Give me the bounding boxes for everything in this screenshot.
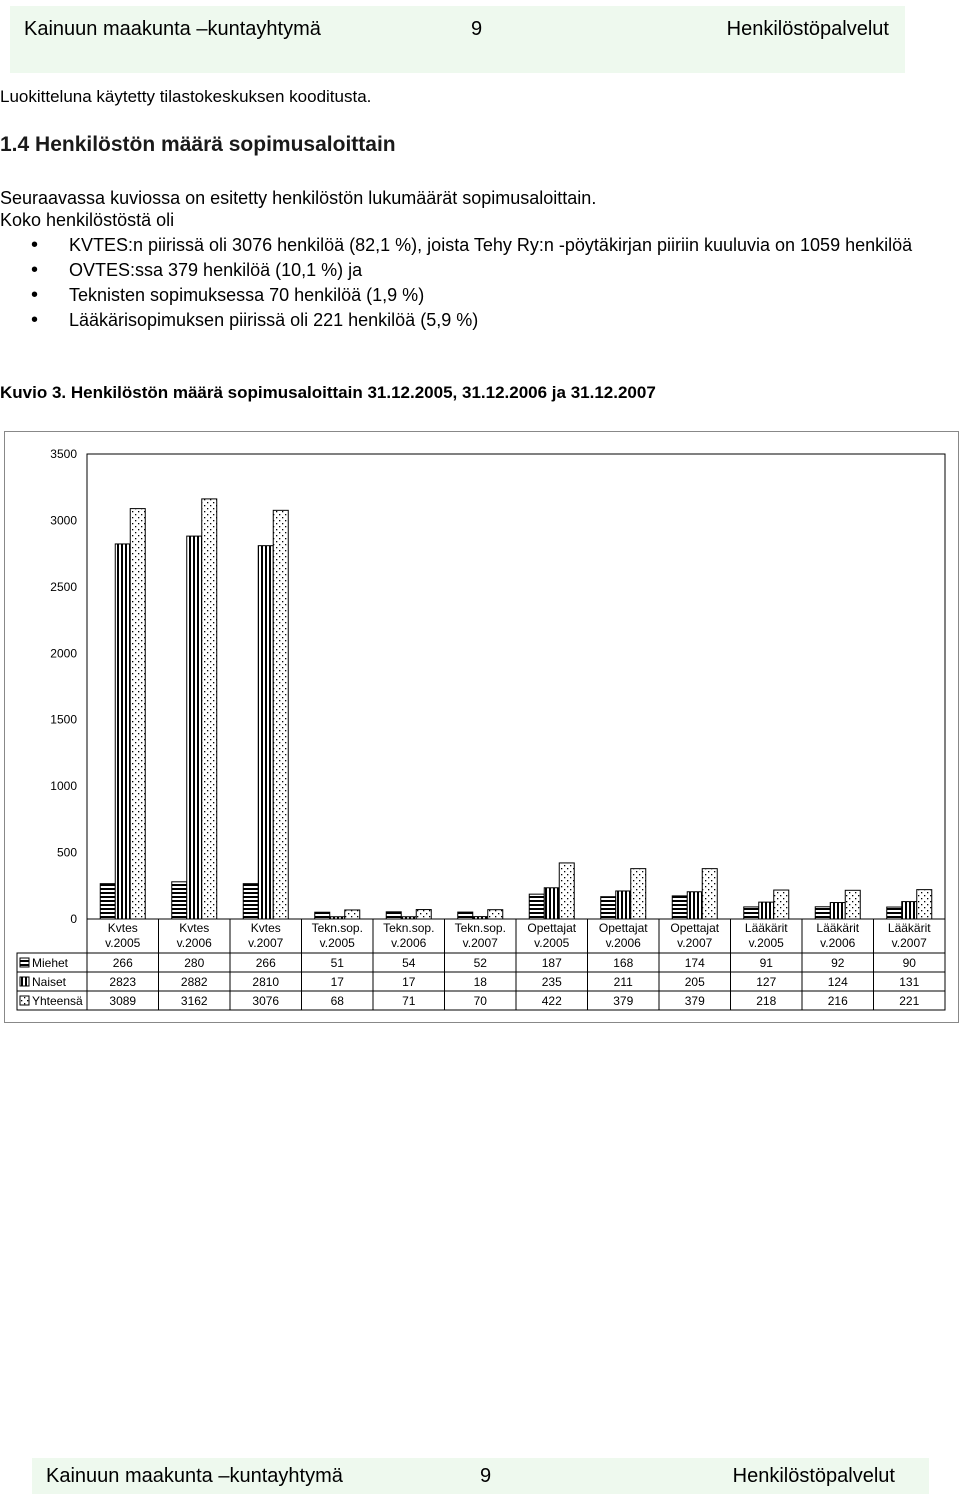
x-category-label: Kvtes [107,921,138,935]
bullet-item: • OVTES:ssa 379 henkilöä (10,1 %) ja [0,258,940,283]
bar [917,890,932,919]
bar [273,510,288,919]
table-cell-value: 3089 [109,994,137,1008]
table-cell-value: 3076 [252,994,280,1008]
bar-chart [5,432,958,1022]
legend-label: Yhteensä [32,994,83,1008]
table-cell-value: 205 [684,975,705,989]
bar [416,910,431,919]
bullet-item: • KVTES:n piirissä oli 3076 henkilöä (82,1 %), joista Tehy Ry:n -pöytäkirjan piiriin kuuluvia on 1059 henkilöä [0,233,940,258]
header-page-number: 9 [471,18,483,40]
section-title: 1.4 Henkilöstön määrä sopimusaloittain [0,133,396,156]
footer-page-number: 9 [480,1465,492,1487]
bar [631,869,646,919]
x-category-year: v.2005 [534,936,570,950]
bar [172,882,187,919]
bar [559,863,574,919]
x-category-year: v.2006 [391,936,427,950]
bar [845,890,860,919]
table-cell-value: 90 [902,956,916,970]
bar [187,536,202,919]
header-org: Kainuun maakunta –kuntayhtymä [24,18,321,40]
table-cell-value: 379 [613,994,634,1008]
table-cell-value: 91 [759,956,773,970]
x-category-year: v.2007 [462,936,498,950]
y-tick-label: 500 [56,845,77,860]
table-cell-value: 2882 [180,975,208,989]
bullet-item: • Lääkärisopimuksen piirissä oli 221 henkilöä (5,9 %) [0,308,940,333]
legend-key [20,958,29,967]
table-cell-value: 266 [112,956,133,970]
table-cell-value: 221 [899,994,920,1008]
x-category-year: v.2006 [820,936,856,950]
bar [774,890,789,919]
bar [702,869,717,919]
bar [672,896,687,919]
chart-container [4,431,959,1023]
figure-caption: Kuvio 3. Henkilöstön määrä sopimusaloittain 31.12.2005, 31.12.2006 ja 31.12.2007 [0,383,656,402]
paragraph-2: Koko henkilöstöstä oli [0,210,175,230]
bar [345,910,360,919]
bar [529,894,544,919]
legend-key [20,977,29,986]
bar [616,891,631,919]
bar [130,509,145,919]
x-category-year: v.2007 [891,936,927,950]
bar [115,544,130,919]
table-cell-value: 422 [541,994,562,1008]
table-cell-value: 52 [473,956,487,970]
bar [258,546,273,919]
x-category-year: v.2005 [748,936,784,950]
table-cell-value: 51 [330,956,344,970]
bar [687,892,702,919]
x-category-label: Lääkärit [887,921,931,935]
bullet-item: • Teknisten sopimuksessa 70 henkilöä (1,9 %) [0,283,940,308]
bar [759,902,774,919]
x-category-label: Kvtes [179,921,210,935]
table-cell-value: 218 [756,994,777,1008]
bar [315,912,330,919]
legend-key [20,996,29,1005]
table-cell-value: 131 [899,975,920,989]
table-cell-value: 174 [684,956,705,970]
x-category-label: Opettajat [598,921,648,935]
table-cell-value: 187 [541,956,562,970]
paragraph-1: Seuraavassa kuviossa on esitetty henkilöstön lukumäärät sopimusaloittain. [0,188,597,208]
y-tick-label: 2000 [50,646,77,661]
table-cell-value: 92 [831,956,845,970]
table-cell-value: 17 [402,975,416,989]
x-category-label: Opettajat [670,921,720,935]
page-footer [32,1458,929,1494]
x-category-label: Lääkärit [816,921,860,935]
intro-line: Luokitteluna käytetty tilastokeskuksen kooditusta. [0,87,372,106]
x-category-label: Kvtes [250,921,281,935]
table-cell-value: 17 [330,975,344,989]
table-cell-value: 18 [473,975,487,989]
table-cell-value: 235 [541,975,562,989]
bar [887,907,902,919]
bar [202,499,217,919]
table-cell-value: 2823 [109,975,137,989]
bar [902,902,917,919]
x-category-year: v.2007 [677,936,713,950]
x-category-label: Tekn.sop. [311,921,363,935]
table-cell-value: 71 [402,994,416,1008]
table-cell-value: 54 [402,956,416,970]
x-category-label: Opettajat [527,921,577,935]
bar [744,907,759,919]
y-tick-label: 3500 [50,447,77,461]
page-header [10,6,905,73]
table-cell-value: 266 [255,956,276,970]
x-category-year: v.2005 [105,936,141,950]
bar [601,897,616,919]
x-category-year: v.2005 [319,936,355,950]
y-tick-label: 2500 [50,579,77,594]
bar [243,884,258,919]
bar [815,907,830,919]
table-cell-value: 124 [827,975,848,989]
legend-label: Miehet [32,956,69,970]
bar [100,884,115,919]
x-category-year: v.2006 [605,936,641,950]
table-cell-value: 211 [613,975,633,989]
bar [401,917,416,919]
bar [488,910,503,919]
x-category-label: Tekn.sop. [454,921,506,935]
table-cell-value: 379 [684,994,705,1008]
table-cell-value: 280 [184,956,205,970]
bar [544,888,559,919]
bar [330,917,345,919]
x-category-year: v.2007 [248,936,284,950]
footer-org: Kainuun maakunta –kuntayhtymä [46,1465,343,1487]
footer-department: Henkilöstöpalvelut [732,1465,895,1487]
x-category-year: v.2006 [176,936,212,950]
y-tick-label: 3000 [50,513,77,528]
x-category-label: Tekn.sop. [383,921,435,935]
bar [473,917,488,919]
y-tick-label: 0 [70,912,77,926]
table-cell-value: 68 [330,994,344,1008]
header-department: Henkilöstöpalvelut [726,18,889,40]
bullet-list [0,233,940,333]
table-cell-value: 216 [827,994,848,1008]
legend-label: Naiset [32,975,67,989]
bar [830,903,845,919]
table-cell-value: 3162 [180,994,208,1008]
table-cell-value: 168 [613,956,634,970]
table-cell-value: 127 [756,975,777,989]
y-tick-label: 1500 [50,712,77,727]
y-tick-label: 1000 [50,779,77,794]
table-cell-value: 2810 [252,975,280,989]
bar [386,912,401,919]
table-cell-value: 70 [473,994,487,1008]
bar [458,912,473,919]
x-category-label: Lääkärit [744,921,788,935]
